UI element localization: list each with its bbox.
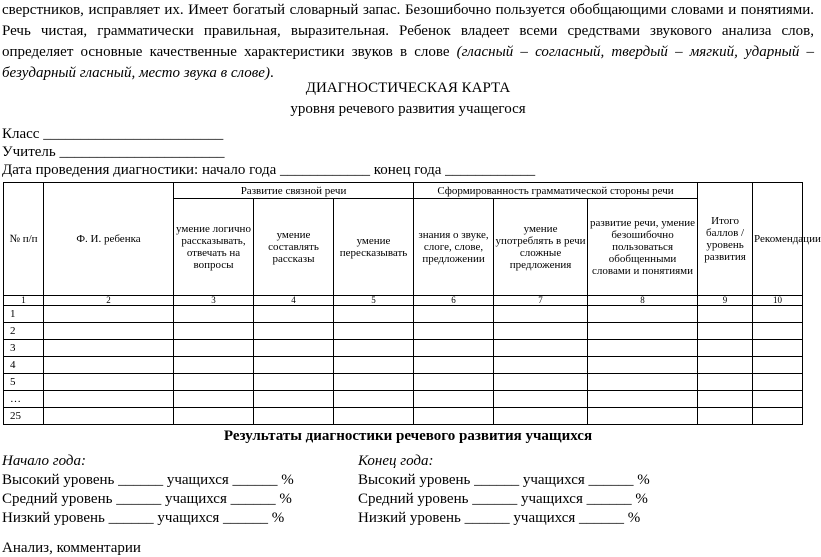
results-start-low: Низкий уровень ______ учащихся ______ %: [2, 510, 285, 526]
results-title: Результаты диагностики речевого развития учащихся: [223, 428, 593, 444]
column-number-row: [4, 296, 803, 306]
results-end-low: Низкий уровень ______ учащихся ______ %: [358, 510, 641, 526]
col-total-header: Итого баллов / уровень развития: [698, 183, 753, 296]
table-row: [4, 357, 803, 374]
col-reco-header: Рекомендации: [753, 183, 803, 296]
row-number: …: [4, 391, 44, 408]
teacher-field: Учитель ______________________: [2, 144, 225, 160]
doc-subtitle: уровня речевого развития учащегося: [290, 101, 526, 117]
col-number: 7: [494, 296, 588, 306]
results-start-heading: Начало года:: [2, 453, 87, 469]
results-end-heading: Конец года:: [358, 453, 434, 469]
intro-text: сверстников, исправляет их. Имеет богатый словарный запас. Безошибочно пользуется обобщающими словами и понятиями. Речь чистая, грамматически правильная, выразительная. Ребенок владеет всеми средствами звукового анализа слов, определяет основные качественные характеристики звуков в слове: [2, 2, 814, 60]
results-end-mid: Средний уровень ______ учащихся ______ %: [358, 491, 648, 507]
col-number: 1: [4, 296, 44, 306]
col-number: 8: [588, 296, 698, 306]
table-row: [4, 408, 803, 425]
row-number: 25: [4, 408, 44, 425]
sub-header-2: умение составлять рассказы: [254, 199, 334, 296]
intro-paragraph: [2, 0, 814, 84]
table-row: [4, 374, 803, 391]
col-number: 6: [414, 296, 494, 306]
results-end-high: Высокий уровень ______ учащихся ______ %: [358, 472, 650, 488]
sub-header-5: умение употреблять в речи сложные предложения: [494, 199, 588, 296]
sub-header-1: умение логично рассказывать, отвечать на вопросы: [174, 199, 254, 296]
col-number: 9: [698, 296, 753, 306]
table-row: [4, 323, 803, 340]
table-row: [4, 340, 803, 357]
row-number: 5: [4, 374, 44, 391]
col-name-header: Ф. И. ребенка: [44, 183, 174, 296]
row-number: 3: [4, 340, 44, 357]
table-row: [4, 306, 803, 323]
col-number: 4: [254, 296, 334, 306]
row-number: 2: [4, 323, 44, 340]
class-field: Класс ________________________: [2, 126, 224, 142]
doc-title: ДИАГНОСТИЧЕСКАЯ КАРТА: [305, 80, 511, 96]
group-speech-header: Развитие связной речи: [174, 183, 414, 199]
col-number: 2: [44, 296, 174, 306]
col-num-header: № п/п: [4, 183, 44, 296]
table-row: [4, 391, 803, 408]
results-start-mid: Средний уровень ______ учащихся ______ %: [2, 491, 292, 507]
row-number: 4: [4, 357, 44, 374]
intro-italic-text: (гласный – согласный, твердый – мягкий, ударный – безударный гласный, место звука в слове): [2, 44, 814, 81]
sub-header-6: развитие речи, умение безошибочно пользоваться обобщенными словами и понятиями: [588, 199, 698, 296]
results-start-column: [2, 452, 294, 528]
col-number: 3: [174, 296, 254, 306]
col-number: 10: [753, 296, 803, 306]
analysis-label: Анализ, комментарии: [2, 540, 141, 556]
results-start-high: Высокий уровень ______ учащихся ______ %: [2, 472, 294, 488]
sub-header-3: умение пересказывать: [334, 199, 414, 296]
intro-end: .: [269, 65, 274, 81]
diagnostic-table: [3, 182, 821, 425]
col-number: 5: [334, 296, 414, 306]
sub-header-4: знания о звуке, слоге, слове, предложении: [414, 199, 494, 296]
date-field: Дата проведения диагностики: начало года ____________ конец года ____________: [2, 162, 536, 178]
results-end-column: [358, 452, 650, 528]
row-number: 1: [4, 306, 44, 323]
group-grammar-header: Сформированность грамматической стороны речи: [414, 183, 698, 199]
